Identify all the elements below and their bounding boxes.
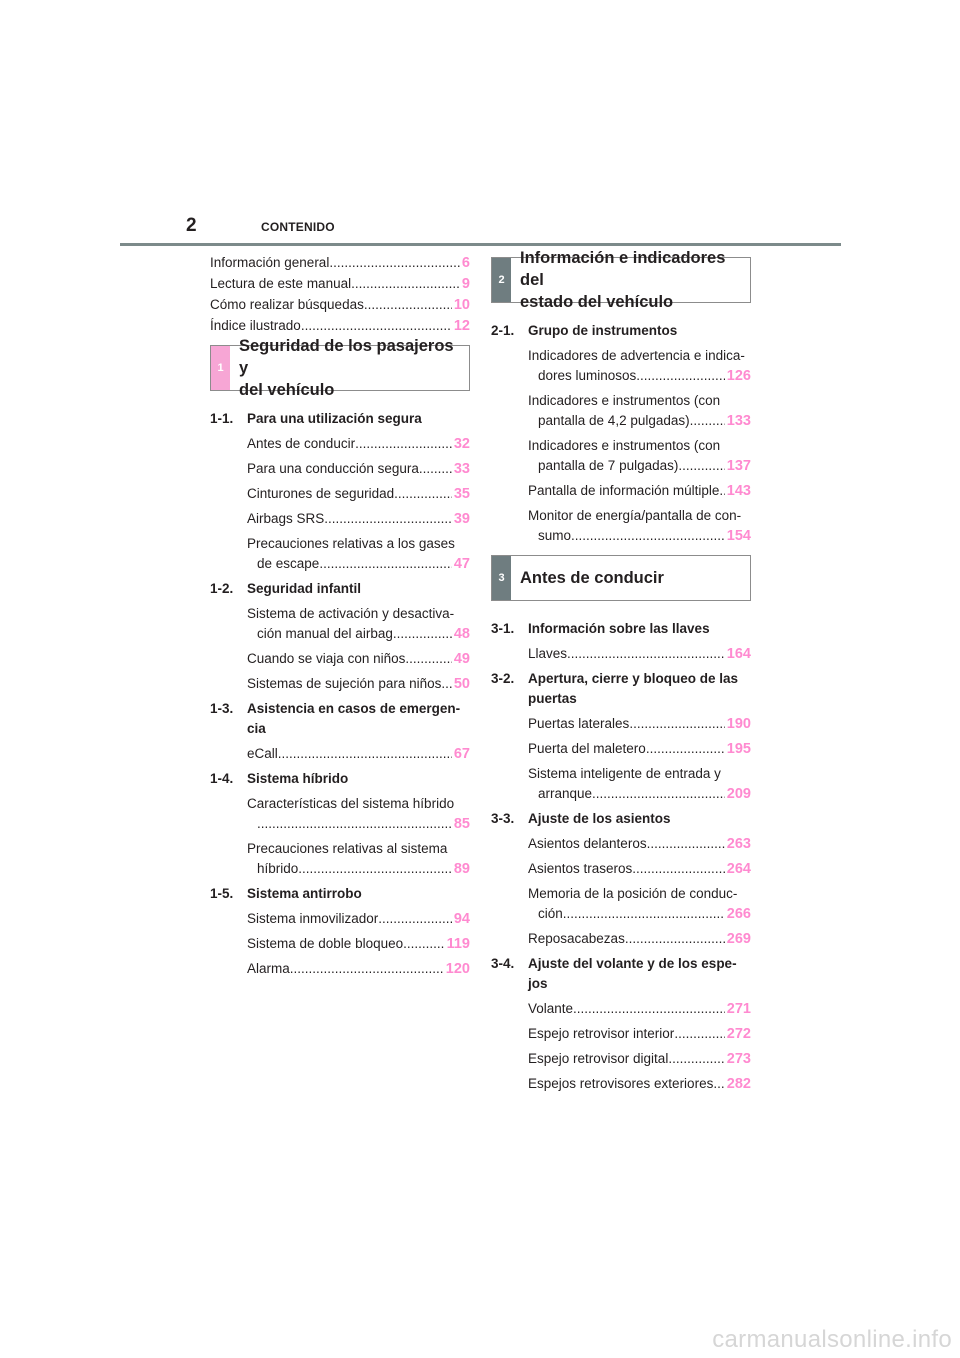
- toc-entry-label: Asientos delanteros: [528, 836, 647, 851]
- toc-entry-label: ción manual del airbag: [257, 626, 393, 641]
- section-title-line: cia: [247, 721, 266, 736]
- section-title-line: Asistencia en casos de emergen-: [247, 701, 461, 716]
- leader-dots: [393, 624, 452, 644]
- chapter-tab: 1: [211, 346, 230, 390]
- leader-dots: [690, 411, 725, 431]
- leader-dots: [563, 904, 725, 924]
- right-column: [491, 249, 751, 1099]
- toc-entry-page[interactable]: 9: [461, 276, 470, 292]
- section-title-line: Apertura, cierre y bloqueo de las: [528, 671, 739, 686]
- toc-entry-page[interactable]: 48: [453, 626, 470, 642]
- section-number: 3-4.: [491, 956, 515, 971]
- section-title: Grupo de instrumentos: [528, 323, 678, 338]
- toc-entry-label: Alarma: [247, 961, 290, 976]
- toc-entry-label: arranque: [538, 786, 593, 801]
- toc-entry-page[interactable]: 282: [726, 1076, 751, 1092]
- chapter-tab: 3: [492, 556, 511, 600]
- toc-entry[interactable]: [528, 1024, 751, 1044]
- toc-entry-line: Memoria de la posición de conduc-: [528, 886, 738, 901]
- leader-dots: [403, 934, 444, 954]
- toc-entry-page[interactable]: 190: [726, 716, 751, 732]
- leader-dots: [441, 674, 452, 694]
- leader-dots: [668, 1049, 724, 1069]
- toc-entry[interactable]: [247, 649, 470, 669]
- section-title: Para una utilización segura: [247, 411, 422, 426]
- section-number: 3-2.: [491, 671, 515, 686]
- toc-entry-page[interactable]: 264: [726, 861, 751, 877]
- toc-entry-page[interactable]: 119: [446, 936, 470, 952]
- toc-entry-label: Lectura de este manual: [210, 276, 352, 291]
- toc-entry-label: Reposacabezas: [528, 931, 625, 946]
- toc-entry[interactable]: [528, 1049, 751, 1069]
- toc-entry-label: Asientos traseros: [528, 861, 633, 876]
- header-divider: [120, 243, 841, 246]
- section-title: Ajuste de los asientos: [528, 811, 671, 826]
- toc-entry-page[interactable]: 273: [726, 1051, 751, 1067]
- leader-dots: [646, 739, 725, 759]
- toc-entry-indice-ilustrado[interactable]: [210, 316, 470, 336]
- section-number: 1-5.: [210, 886, 234, 901]
- toc-entry-page[interactable]: 143: [726, 483, 751, 499]
- toc-entry-label: Volante: [528, 1001, 574, 1016]
- toc-entry-multiline[interactable]: [247, 534, 470, 574]
- leader-dots: [319, 554, 452, 574]
- toc-entry-line: Precauciones relativas al sistema: [247, 841, 448, 856]
- toc-entry-multiline[interactable]: [528, 506, 751, 546]
- leader-dots: [674, 1024, 724, 1044]
- toc-entry-page[interactable]: 209: [726, 786, 751, 802]
- toc-entry-label: Puertas laterales: [528, 716, 630, 731]
- toc-entry-multiline[interactable]: [528, 391, 751, 431]
- toc-entry-continuation: [538, 456, 751, 476]
- toc-entry-page[interactable]: 39: [453, 511, 470, 527]
- leader-dots: [629, 714, 724, 734]
- toc-entry-busquedas[interactable]: [210, 295, 470, 315]
- toc-entry-label: Espejo retrovisor digital: [528, 1051, 669, 1066]
- toc-entry-label: Pantalla de información múltiple: [528, 483, 720, 498]
- toc-entry[interactable]: [528, 481, 751, 501]
- toc-entry-label: pantalla de 7 pulgadas): [538, 458, 679, 473]
- leader-dots: [592, 784, 725, 804]
- toc-entry-page[interactable]: 50: [453, 676, 470, 692]
- toc-entry-page[interactable]: 32: [453, 436, 470, 452]
- toc-entry-label: Para una conducción segura: [247, 461, 419, 476]
- toc-entry-page[interactable]: 126: [726, 368, 751, 384]
- toc-entry[interactable]: [528, 714, 751, 734]
- section-title: Sistema híbrido: [247, 771, 349, 786]
- section-heading: [210, 884, 470, 904]
- toc-entry-label: Cómo realizar búsquedas: [210, 297, 364, 312]
- toc-entry-page[interactable]: 263: [726, 836, 751, 852]
- toc-entry-continuation: [538, 904, 751, 924]
- toc-entry-label: Índice ilustrado: [210, 318, 301, 333]
- toc-entry-line: Indicadores e instrumentos (con: [528, 438, 721, 453]
- section-title-line: Ajuste del volante y de los espe-: [528, 956, 737, 971]
- toc-entry-label: Llaves: [528, 646, 568, 661]
- toc-entry-informacion-general[interactable]: [210, 253, 470, 273]
- chapter-title-line: Información e indicadores del: [520, 249, 726, 289]
- watermark: carmanualsonline.info: [712, 1326, 952, 1353]
- section-heading: [491, 321, 751, 341]
- section-number: 3-1.: [491, 621, 515, 636]
- toc-entry-line: Características del sistema híbrido: [247, 796, 455, 811]
- toc-entry[interactable]: [247, 509, 470, 529]
- toc-entry-page[interactable]: 35: [453, 486, 470, 502]
- section-number: 2-1.: [491, 323, 515, 338]
- toc-entry-label: eCall: [247, 746, 278, 761]
- leader-dots: [324, 509, 452, 529]
- section-title: [528, 954, 737, 994]
- toc-entry-continuation: [538, 366, 751, 386]
- toc-entry[interactable]: [528, 834, 751, 854]
- section-heading: [491, 954, 751, 994]
- toc-entry[interactable]: [247, 674, 470, 694]
- leader-dots: [647, 834, 725, 854]
- section-number: 1-3.: [210, 701, 234, 716]
- toc-entry-continuation: [257, 624, 470, 644]
- toc-entry-label: Sistemas de sujeción para niños: [247, 676, 442, 691]
- toc-entry[interactable]: [247, 434, 470, 454]
- chapter-title: [230, 337, 469, 399]
- section-title-line: jos: [528, 976, 548, 991]
- toc-entry[interactable]: [247, 959, 470, 979]
- toc-entry-page[interactable]: 10: [453, 297, 470, 313]
- toc-entry-multiline[interactable]: [247, 604, 470, 644]
- toc-entry-label: de escape: [257, 556, 320, 571]
- toc-entry-line: Sistema de activación y desactiva-: [247, 606, 455, 621]
- section-title: Seguridad infantil: [247, 581, 362, 596]
- chapter-tab: 2: [492, 258, 511, 302]
- toc-entry-line: Sistema inteligente de entrada y: [528, 766, 721, 781]
- section-heading: [491, 809, 751, 829]
- chapter-2-box[interactable]: [491, 249, 751, 311]
- toc-entry-lectura-manual[interactable]: [210, 274, 470, 294]
- section-title-line: puertas: [528, 691, 577, 706]
- leader-dots: [257, 814, 452, 834]
- toc-entry-continuation: [538, 526, 751, 546]
- leader-dots: [301, 316, 452, 336]
- chapter-1-box[interactable]: [210, 337, 470, 399]
- toc-entry-page[interactable]: 89: [453, 861, 470, 877]
- toc-entry-label: ción: [538, 906, 563, 921]
- toc-entry-page[interactable]: 133: [726, 413, 751, 429]
- toc-entry-line: Indicadores e instrumentos (con: [528, 393, 721, 408]
- leader-dots: [329, 253, 460, 273]
- chapter-title: [511, 249, 750, 311]
- toc-entry[interactable]: [247, 909, 470, 929]
- toc-entry-multiline[interactable]: [528, 764, 751, 804]
- toc-entry-page[interactable]: 85: [453, 816, 470, 832]
- toc-entry-multiline[interactable]: [528, 884, 751, 924]
- toc-entry-multiline[interactable]: [247, 839, 470, 879]
- section-number: 1-4.: [210, 771, 234, 786]
- toc-entry[interactable]: [247, 934, 470, 954]
- leader-dots: [625, 929, 725, 949]
- section-heading: [210, 699, 470, 739]
- leader-dots: [573, 999, 725, 1019]
- section-heading: [210, 769, 470, 789]
- toc-entry-page[interactable]: 67: [453, 746, 470, 762]
- toc-entry[interactable]: [528, 739, 751, 759]
- toc-entry-page[interactable]: 6: [461, 255, 470, 271]
- toc-entry-label: dores luminosos: [538, 368, 637, 383]
- toc-entry[interactable]: [528, 644, 751, 664]
- toc-entry[interactable]: [528, 999, 751, 1019]
- leader-dots: [405, 649, 452, 669]
- leader-dots: [298, 859, 452, 879]
- toc-entry-continuation: [538, 784, 751, 804]
- leader-dots: [278, 744, 452, 764]
- toc-entry-label: híbrido: [257, 861, 299, 876]
- toc-entry-page[interactable]: 195: [726, 741, 751, 757]
- toc-entry-page[interactable]: 120: [445, 961, 470, 977]
- toc-entry-continuation: [257, 814, 470, 834]
- section-heading: [491, 619, 751, 639]
- section-number: 3-3.: [491, 811, 515, 826]
- toc-entry-page[interactable]: 269: [726, 931, 751, 947]
- toc-entry-page[interactable]: 49: [453, 651, 470, 667]
- toc-entry-label: Espejos retrovisores exteriores: [528, 1076, 714, 1091]
- toc-entry-label: sumo: [538, 528, 572, 543]
- chapter-title: Antes de conducir: [520, 569, 664, 587]
- leader-dots: [355, 434, 452, 454]
- toc-entry-label: Sistema de doble bloqueo: [247, 936, 404, 951]
- toc-entry-multiline[interactable]: [247, 794, 470, 834]
- toc-entry-page[interactable]: 154: [726, 528, 751, 544]
- toc-entry-label: Cinturones de seguridad: [247, 486, 395, 501]
- section-number: 1-2.: [210, 581, 234, 596]
- leader-dots: [364, 295, 452, 315]
- section-title: [247, 699, 460, 739]
- toc-entry-page[interactable]: 47: [453, 556, 470, 572]
- toc-entry-label: Airbags SRS: [247, 511, 325, 526]
- toc-entry-page[interactable]: 272: [726, 1026, 751, 1042]
- toc-entry-continuation: [257, 859, 470, 879]
- section-title: [528, 669, 738, 709]
- chapter-3-box[interactable]: [491, 555, 751, 601]
- toc-entry-label: Antes de conducir: [247, 436, 356, 451]
- toc-entry[interactable]: [247, 484, 470, 504]
- leader-dots: [351, 274, 460, 294]
- leader-dots: [378, 909, 452, 929]
- toc-entry-page[interactable]: 271: [726, 1001, 751, 1017]
- toc-entry-page[interactable]: 12: [453, 318, 470, 334]
- toc-entry-label: Sistema inmovilizador: [247, 911, 379, 926]
- leader-dots: [636, 366, 725, 386]
- toc-entry-line: Indicadores de advertencia e indica-: [528, 348, 745, 363]
- left-column: [210, 253, 470, 984]
- chapter-title-line: Seguridad de los pasajeros y: [239, 337, 454, 377]
- toc-entry-multiline[interactable]: [528, 436, 751, 476]
- toc-entry-continuation: [538, 411, 751, 431]
- section-number: 1-1.: [210, 411, 234, 426]
- leader-dots: [419, 459, 452, 479]
- leader-dots: [632, 859, 725, 879]
- leader-dots: [678, 456, 724, 476]
- toc-entry-line: Monitor de energía/pantalla de con-: [528, 508, 742, 523]
- toc-entry-label: pantalla de 4,2 pulgadas): [538, 413, 690, 428]
- toc-entry-page[interactable]: 137: [726, 458, 751, 474]
- leader-dots: [567, 644, 725, 664]
- toc-entry[interactable]: [528, 1074, 751, 1094]
- toc-entry-continuation: [257, 554, 470, 574]
- toc-entry-label: Puerta del maletero: [528, 741, 646, 756]
- toc-entry-label: Cuando se viaja con niños: [247, 651, 406, 666]
- toc-entry[interactable]: [528, 929, 751, 949]
- leader-dots: [394, 484, 452, 504]
- toc-entry[interactable]: [528, 859, 751, 879]
- toc-entry-page[interactable]: 33: [453, 461, 470, 477]
- toc-entry[interactable]: [247, 744, 470, 764]
- section-heading: [491, 669, 751, 709]
- toc-entry-label: Espejo retrovisor interior: [528, 1026, 675, 1041]
- section-title: Información sobre las llaves: [528, 621, 710, 636]
- page-number: 2: [186, 215, 197, 236]
- section-heading: [210, 409, 470, 429]
- leader-dots: [713, 1074, 724, 1094]
- toc-entry-page[interactable]: 266: [726, 906, 751, 922]
- section-heading: [210, 579, 470, 599]
- toc-entry-line: Precauciones relativas a los gases: [247, 536, 455, 551]
- chapter-title-line: del vehículo: [239, 381, 335, 399]
- toc-entry-multiline[interactable]: [528, 346, 751, 386]
- page-header-title: CONTENIDO: [261, 220, 335, 234]
- leader-dots: [290, 959, 444, 979]
- toc-entry-label: Información general: [210, 255, 330, 270]
- chapter-title-line: estado del vehículo: [520, 293, 674, 311]
- toc-entry-page[interactable]: 164: [726, 646, 751, 662]
- toc-entry[interactable]: [247, 459, 470, 479]
- section-title: Sistema antirrobo: [247, 886, 362, 901]
- toc-entry-page[interactable]: 94: [453, 911, 470, 927]
- leader-dots: [571, 526, 725, 546]
